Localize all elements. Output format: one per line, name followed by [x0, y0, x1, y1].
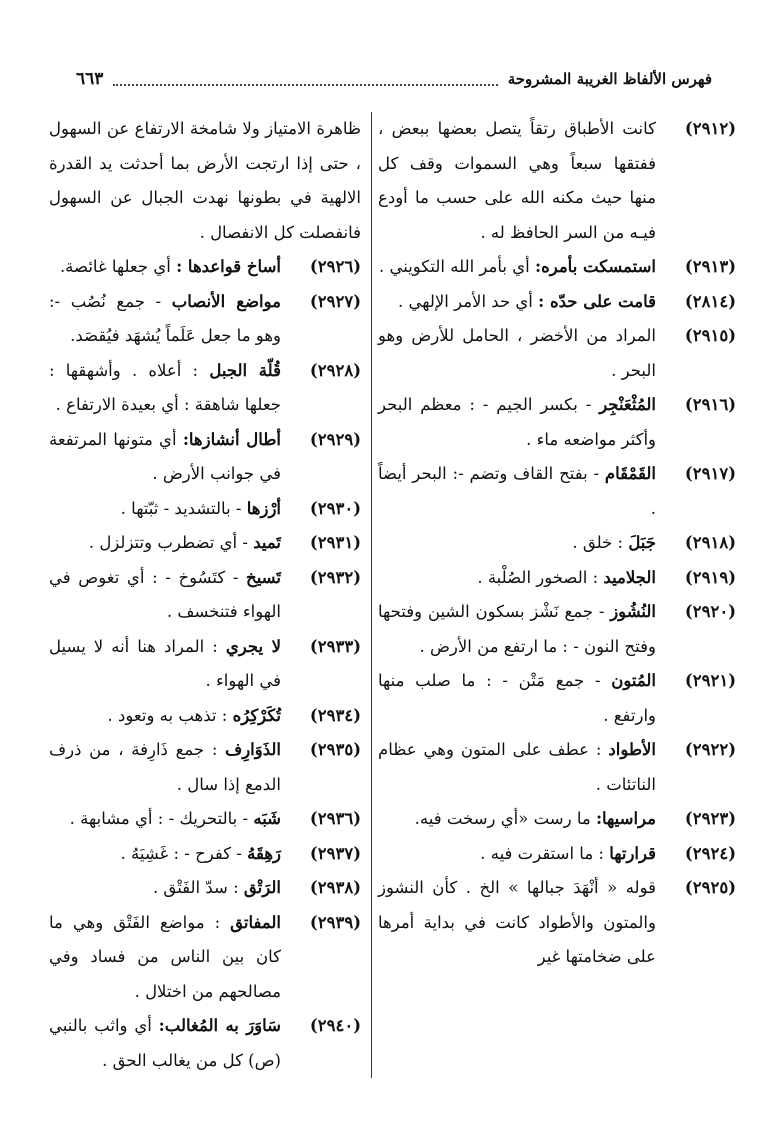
entry-headword: تَميد — [253, 533, 281, 552]
entry-headword: الجلاميد — [603, 567, 656, 587]
entry-definition: : أعلاه . وأشهقها : جعلها شاهقة : أي بعيدة الارتفاع . — [49, 360, 281, 414]
entry-definition: - كتَسُوخ - : أي تغوص في الهواء فتنخسف . — [49, 567, 281, 621]
entry-body — [378, 561, 656, 596]
entry-body — [378, 285, 656, 320]
entry-definition: - جمع مَتْن - : ما صلب منها وارتفع . — [378, 671, 656, 725]
gloss-entry — [49, 906, 361, 1010]
entry-definition: : المراد هنا أنه لا يسيل في الهواء . — [49, 636, 281, 690]
entry-body — [49, 1009, 281, 1078]
entry-headword: أرْزها — [246, 498, 281, 518]
gloss-entry — [378, 388, 736, 457]
entry-headword: المفاتق — [230, 912, 281, 932]
gloss-entry — [378, 526, 736, 561]
entry-number: (٢٩٣٣) — [309, 636, 361, 656]
entry-headword: لا يجري — [225, 636, 282, 656]
entry-number: (٢٩٣٨) — [309, 878, 361, 897]
entry-definition: : خلق . — [572, 533, 624, 552]
entry-number: (٢٩٢٩) — [309, 429, 361, 449]
entry-number: (٢٩٢٥) — [684, 878, 736, 897]
entry-headword: الأطواد — [608, 740, 656, 759]
entry-body — [378, 871, 656, 975]
entry-number: (٢٩٢٠) — [684, 602, 736, 621]
entry-headword: القَمْقَام — [604, 464, 657, 483]
gloss-entry — [49, 837, 361, 872]
entry-definition: : ما استقرت فيه . — [480, 843, 604, 863]
entry-number: (٢٩٣١) — [309, 533, 361, 552]
entry-definition: - بالتشديد - ثبّتها . — [120, 498, 242, 518]
entry-number: (٢٩١٥) — [684, 326, 736, 345]
gloss-entry — [378, 733, 736, 802]
entry-body — [49, 837, 281, 872]
entry-body — [49, 526, 281, 561]
entry-definition: : جمع ذَارِفة ، من ذرف الدمع إذا سال . — [49, 740, 281, 794]
entry-number: (٢٩٢٢) — [684, 740, 736, 759]
entry-body — [49, 561, 281, 630]
entry-headword: جَبَلَ — [628, 533, 656, 552]
gloss-entry — [378, 112, 736, 250]
entry-headword: استمسكت بأمره: — [534, 257, 656, 276]
entry-headword: النُشُوز — [610, 602, 657, 621]
entry-body — [378, 595, 656, 664]
entry-number: (٢٩١٦) — [684, 395, 736, 414]
entry-headword: شَبَه — [253, 809, 281, 828]
entry-headword: سَاوَرَ به المُغالب: — [158, 1016, 281, 1035]
entry-headword: تَسيخ — [246, 567, 281, 587]
entry-body — [378, 526, 656, 561]
entry-number: (٢٩٣٢) — [309, 567, 361, 587]
entry-definition: : تذهب به وتعود . — [107, 705, 228, 725]
entry-body — [49, 906, 281, 1010]
entry-definition: - كفرح - : غَشِيَهُ . — [120, 843, 242, 863]
entry-body — [49, 699, 281, 734]
entry-definition: قوله « أنْهَدَ جبالها » الخ . كأن النشوز والمتون والأطواد كانت في بداية أمرها على ضخامتها غير — [378, 878, 656, 966]
gloss-entry — [49, 526, 361, 561]
entry-number: (٢٩١٢) — [684, 119, 736, 138]
gloss-entry — [378, 595, 736, 664]
gloss-entry — [49, 733, 361, 802]
entry-body — [378, 837, 656, 872]
entry-number: (٢٩٤٠) — [309, 1016, 361, 1035]
entry-number: (٢٩١٩) — [684, 567, 736, 587]
entry-number: (٢٩١٧) — [684, 464, 736, 483]
entry-definition: أي حد الأمر الإلهي . — [397, 291, 533, 311]
entry-definition: أي جعلها غائصة. — [59, 257, 171, 276]
entry-definition: - بالتحريك - : أي مشابهة . — [69, 809, 249, 828]
entry-number: (٢٩٢٣) — [684, 809, 736, 828]
entry-headword: مواضع الأنصاب — [171, 291, 281, 311]
entry-headword: قامت على حدّه : — [538, 291, 656, 311]
entry-headword: رَهِقَهُ — [247, 843, 281, 863]
gloss-entry — [378, 285, 736, 320]
page-header — [76, 64, 712, 94]
entry-number: (٢٩٣٩) — [309, 912, 361, 932]
entry-number: (٢٩٣٥) — [309, 740, 361, 759]
entry-headword: مراسيها: — [595, 809, 656, 828]
running-title: فهرس الألفاظ الغريبة المشروحة — [507, 70, 712, 88]
gloss-entry — [49, 285, 361, 354]
page-number: ٦٦٣ — [76, 69, 104, 89]
entry-body — [49, 423, 281, 492]
gloss-entry — [49, 423, 361, 492]
entry-headword: قرارتها — [609, 843, 656, 863]
entry-definition: : سدّ الفَتْق . — [152, 878, 239, 897]
entry-definition: أي بأمر الله التكويني . — [378, 257, 530, 276]
left-column — [49, 112, 372, 1078]
entry-definition: أي واثب بالنبي (ص) كل من يغالب الحق . — [49, 1016, 281, 1070]
gloss-entry — [378, 837, 736, 872]
gloss-entry — [378, 802, 736, 837]
entry-body — [49, 802, 281, 837]
gloss-entry — [49, 630, 361, 699]
entry-number: (٢٩٢٨) — [309, 360, 361, 380]
entry-number: (٢٨١٤) — [684, 291, 736, 311]
entry-headword: أساخ قواعدها : — [176, 257, 281, 276]
entry-definition: : مواضع الفَتْق وهي ما كان بين الناس من فساد وفي مصالحهم من اختلال . — [49, 912, 281, 1001]
gloss-entry — [49, 871, 361, 906]
entry-number: (٢٩٢٦) — [309, 257, 361, 276]
entry-headword: قُلّة الجبل — [209, 360, 281, 380]
entry-number: (٢٩٣٤) — [309, 705, 361, 725]
entry-body — [49, 871, 281, 906]
entry-headword: أطال أنشازها: — [182, 429, 281, 449]
entry-number: (٢٩٢١) — [684, 671, 736, 690]
entry-definition: ما رست «أي رسخت فيه. — [414, 809, 591, 828]
gloss-entry — [378, 250, 736, 285]
entry-body — [378, 319, 656, 388]
entry-headword: الرَتْق — [243, 878, 281, 897]
entry-definition: : الصخور الصُلْبة . — [477, 567, 599, 587]
entry-headword: تُكَرْكِرُه — [232, 705, 281, 725]
entry-definition: أي متونها المرتفعة في جوانب الأرض . — [49, 429, 281, 483]
gloss-entry — [378, 871, 736, 975]
entry-body — [378, 250, 656, 285]
gloss-entry — [49, 699, 361, 734]
entry-definition: كانت الأطباق رتقاً يتصل بعضها ببعض ، ففتقها سبعاً وهي السموات وقف كل منها حيث مكنه الله على حسب ما أودع فيـه من السر الحافظ له . — [378, 119, 656, 242]
gloss-entry — [49, 802, 361, 837]
gloss-entry — [49, 354, 361, 423]
gloss-entry — [49, 561, 361, 630]
leader-dots — [113, 72, 497, 86]
entry-definition: - أي تضطرب وتتزلزل . — [88, 533, 248, 552]
entry-definition: - بفتح القاف وتضم -: البحر أيضاً . — [378, 464, 656, 518]
gloss-entry — [49, 250, 361, 285]
entry-number: (٢٩٣٦) — [309, 809, 361, 828]
entry-number: (٢٩٢٧) — [309, 291, 361, 311]
entry-number: (٢٩٣٠) — [309, 498, 361, 518]
entry-headword: المُتون — [611, 671, 656, 690]
entry-body — [49, 354, 281, 423]
entry-body — [378, 664, 656, 733]
entry-number: (٢٩٢٤) — [684, 843, 736, 863]
gloss-entry — [49, 492, 361, 527]
entry-definition: - جمع نَشْز بسكون الشين وفتحها وفتح النون - : ما ارتفع من الأرض . — [378, 602, 656, 656]
entry-body — [49, 630, 281, 699]
entry-body — [378, 457, 656, 526]
entry-definition: - جمع نُصُب -: وهو ما جعل عَلَماً يُشهَد فيُقصَد. — [49, 291, 281, 345]
entry-body — [378, 388, 656, 457]
gloss-entry — [49, 1009, 361, 1078]
right-column — [378, 112, 736, 975]
gloss-entry — [378, 457, 736, 526]
entry-definition: المراد من الأخضر ، الحامل للأرض وهو البحر . — [378, 326, 656, 380]
entry-definition: - بكسر الجيم - : معظم البحر وأكثر مواضعه ماء . — [378, 395, 656, 449]
entry-headword: الذَوَارِف — [225, 740, 281, 759]
gloss-entry — [378, 664, 736, 733]
continuation-text: ظاهرة الامتياز ولا شامخة الارتفاع عن السهول ، حتى إذا ارتجت الأرض بما أحدثت يد القدرة الالهية في بطونها نهدت الجبال عن السهول فانفصلت كل الانفصال . — [49, 119, 361, 242]
entry-body — [378, 112, 656, 250]
entry-number: (٢٩١٨) — [684, 533, 736, 552]
entry-body — [49, 285, 281, 354]
entry-body — [49, 733, 281, 802]
gloss-entry — [378, 561, 736, 596]
entry-headword: المُثْعَنْجِر — [599, 395, 657, 414]
entry-body — [49, 250, 281, 285]
entry-number: (٢٩١٣) — [684, 257, 736, 276]
entry-body — [378, 733, 656, 802]
gloss-entry — [378, 319, 736, 388]
entry-definition: : عطف على المتون وهي عظام الناتئات . — [378, 740, 656, 794]
entry-body — [378, 802, 656, 837]
entry-body — [49, 492, 281, 527]
entry-number: (٢٩٣٧) — [309, 843, 361, 863]
